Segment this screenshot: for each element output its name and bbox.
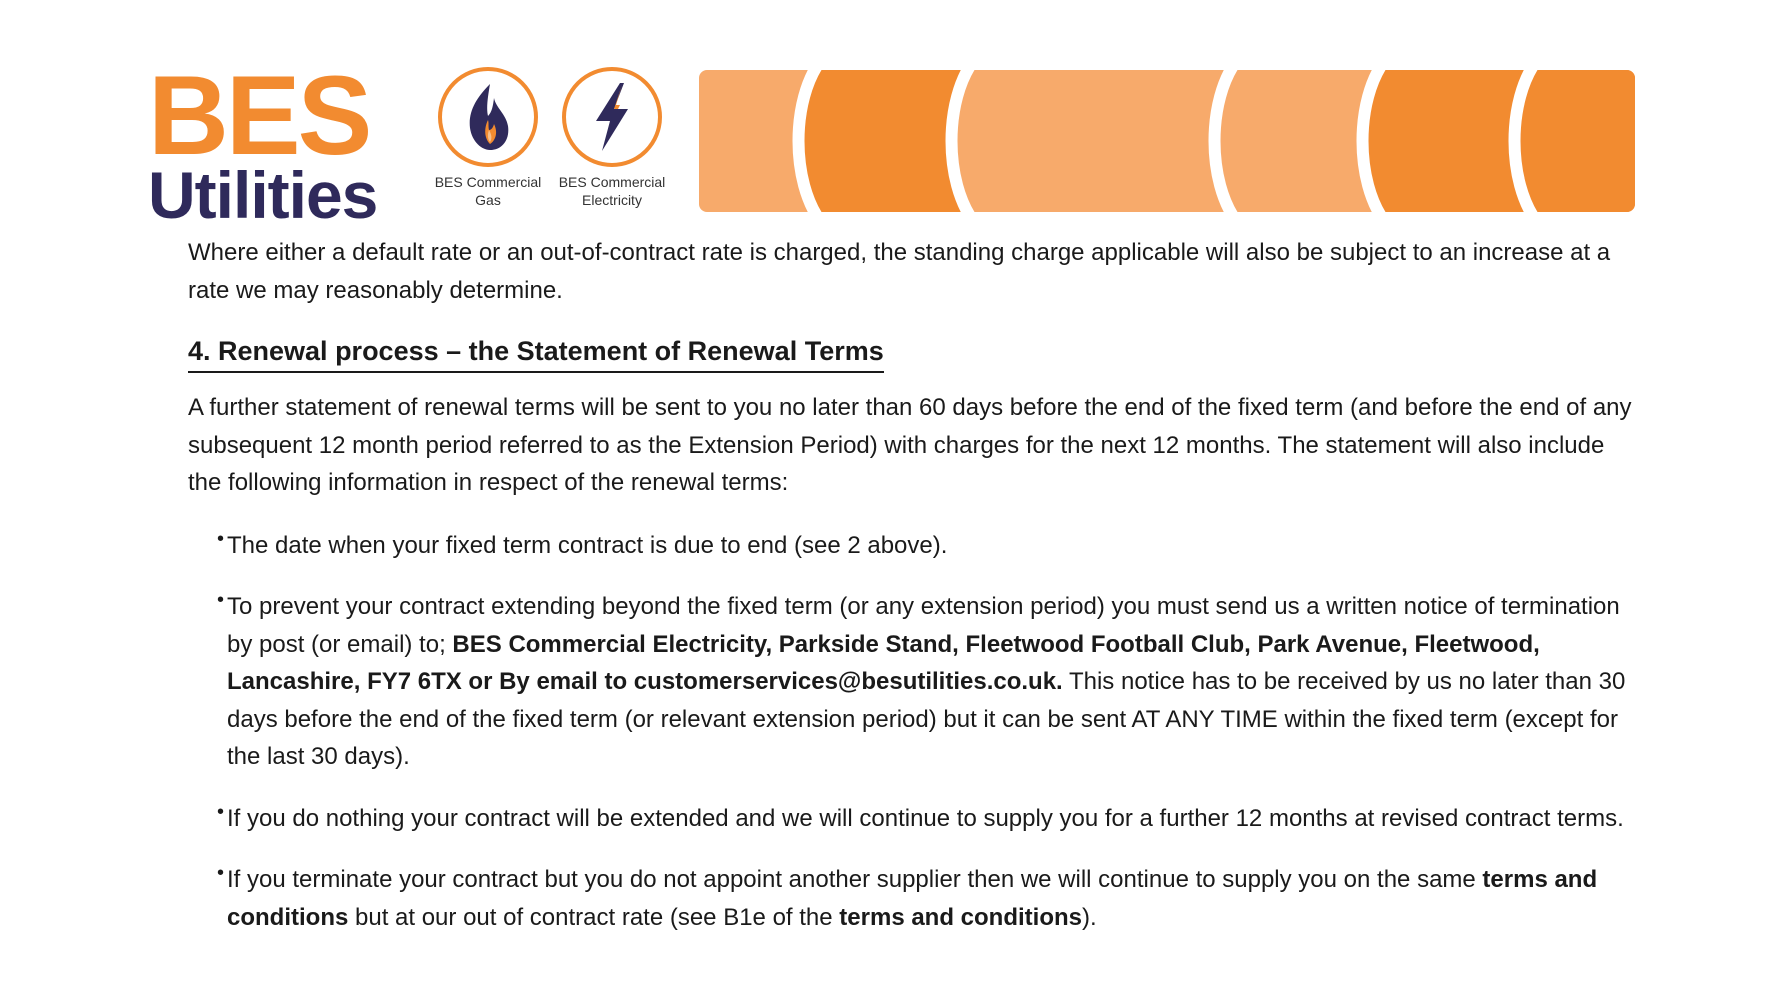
bullet-icon: • <box>217 527 225 550</box>
list-item: • If you do nothing your contract will be extended and we will continue to supply you for a further 12 months at revised contract terms. <box>188 800 1644 838</box>
decorative-arc-banner <box>699 70 1635 212</box>
document-header <box>0 0 1778 230</box>
flame-icon <box>438 67 538 167</box>
lightning-bolt-icon <box>562 67 662 167</box>
bullet-icon: • <box>217 862 225 884</box>
section-heading: 4. Renewal process – the Statement of Renewal Terms <box>188 333 884 373</box>
gas-badge-label: BES Commercial Gas <box>434 174 542 208</box>
logo-utilities-text: Utilities <box>148 158 378 232</box>
renewal-paragraph: A further statement of renewal terms will be sent to you no later than 60 days before the end of the fixed term (and before the end of any subsequent 12 month period referred to as the Extension Period) with charges for the next 12 months. The statement will also include the following information in respect of the renewal terms: <box>188 394 1632 496</box>
list-item: • If you terminate your contract but you do not appoint another supplier then we will continue to supply you on the same terms and conditions but at our out of contract rate (see B1e of the terms and conditions). <box>188 861 1644 936</box>
bullet-icon: • <box>217 589 225 611</box>
renewal-terms-list <box>188 527 1644 937</box>
document-body <box>188 234 1644 936</box>
postal-email-address: BES Commercial Electricity, Parkside Stand, Fleetwood Football Club, Park Avenue, Fleetwood, Lancashire, FY7 6TX or By email to customerservices@besutilities.co.uk. <box>227 630 1540 695</box>
intro-paragraph: Where either a default rate or an out-of-contract rate is charged, the standing charge applicable will also be subject to an increase at a rate we may reasonably determine. <box>188 239 1611 304</box>
list-item: • The date when your fixed term contract is due to end (see 2 above). <box>188 527 1644 565</box>
list-item: • To prevent your contract extending beyond the fixed term (or any extension period) you must send us a written notice of termination by post (or email) to; BES Commercial Electricity, Parkside Stand, Fleetwood Football Club, Park Avenue, Fleetwood, Lancashire, FY7 6TX or By email to customerservices@besutilities.co.uk. This notice has to be received by us no later than 30 days before the end of the fixed term (or relevant extension period) but it can be sent AT ANY TIME within the fixed term (except for the last 30 days). <box>188 588 1644 776</box>
electricity-badge <box>547 67 677 209</box>
electricity-badge-label: BES Commercial Electricity <box>558 174 666 208</box>
gas-badge <box>423 67 553 209</box>
bullet-icon: • <box>217 800 225 823</box>
logo-bes-text: BES <box>148 53 370 178</box>
